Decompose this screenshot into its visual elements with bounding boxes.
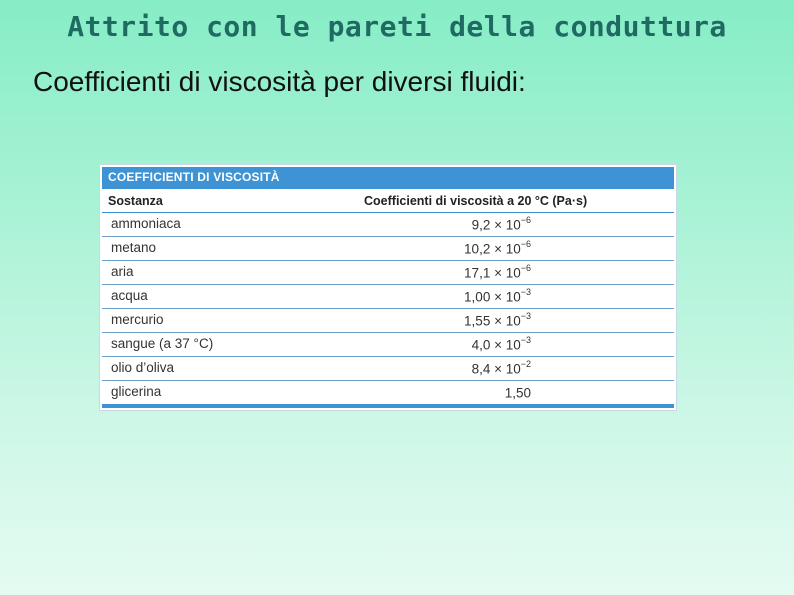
viscosity-value: $4,0 \times 10^{-3}$: [471, 335, 531, 353]
viscosity-value: $1,00 \times 10^{-3}$: [464, 287, 531, 305]
viscosity-value: $17,1 \times 10^{-6}$: [464, 263, 531, 281]
table-row: [102, 309, 674, 333]
substance-name: glicerina: [111, 384, 162, 399]
viscosity-table: [99, 164, 677, 411]
substance-name: ammoniaca: [111, 216, 181, 231]
viscosity-value: $10,2 \times 10^{-6}$: [464, 239, 531, 257]
substance-name: aria: [111, 264, 134, 279]
viscosity-value: $9,2 \times 10^{-6}$: [471, 215, 531, 233]
table-row: [102, 213, 674, 237]
column-header-viscosity: Coefficienti di viscosità a 20 °C (Pa·s): [364, 194, 588, 208]
viscosity-value: $8,4 \times 10^{-2}$: [471, 359, 531, 377]
substance-name: acqua: [111, 288, 148, 303]
table-title: COEFFICIENTI DI VISCOSITÀ: [102, 167, 674, 189]
table-row: [102, 357, 674, 381]
viscosity-value: 1,50: [504, 385, 531, 401]
table-bottom-rule: [102, 404, 674, 408]
table-row: [102, 261, 674, 285]
substance-name: metano: [111, 240, 157, 255]
table-column-headers: [102, 189, 674, 213]
slide-subtitle: Coefficienti di viscosità per diversi fluidi:: [33, 66, 526, 97]
slide-title: Attrito con le pareti della conduttura: [67, 10, 727, 43]
table-row: [102, 285, 674, 309]
viscosity-value: $1,55 \times 10^{-3}$: [464, 311, 531, 329]
substance-name: olio d’oliva: [111, 360, 175, 375]
column-header-substance: Sostanza: [108, 194, 163, 208]
substance-name: sangue (a 37 °C): [111, 336, 214, 351]
substance-name: mercurio: [111, 312, 164, 327]
table-row: [102, 237, 674, 261]
table-row: [102, 333, 674, 357]
table-row: [102, 381, 674, 405]
